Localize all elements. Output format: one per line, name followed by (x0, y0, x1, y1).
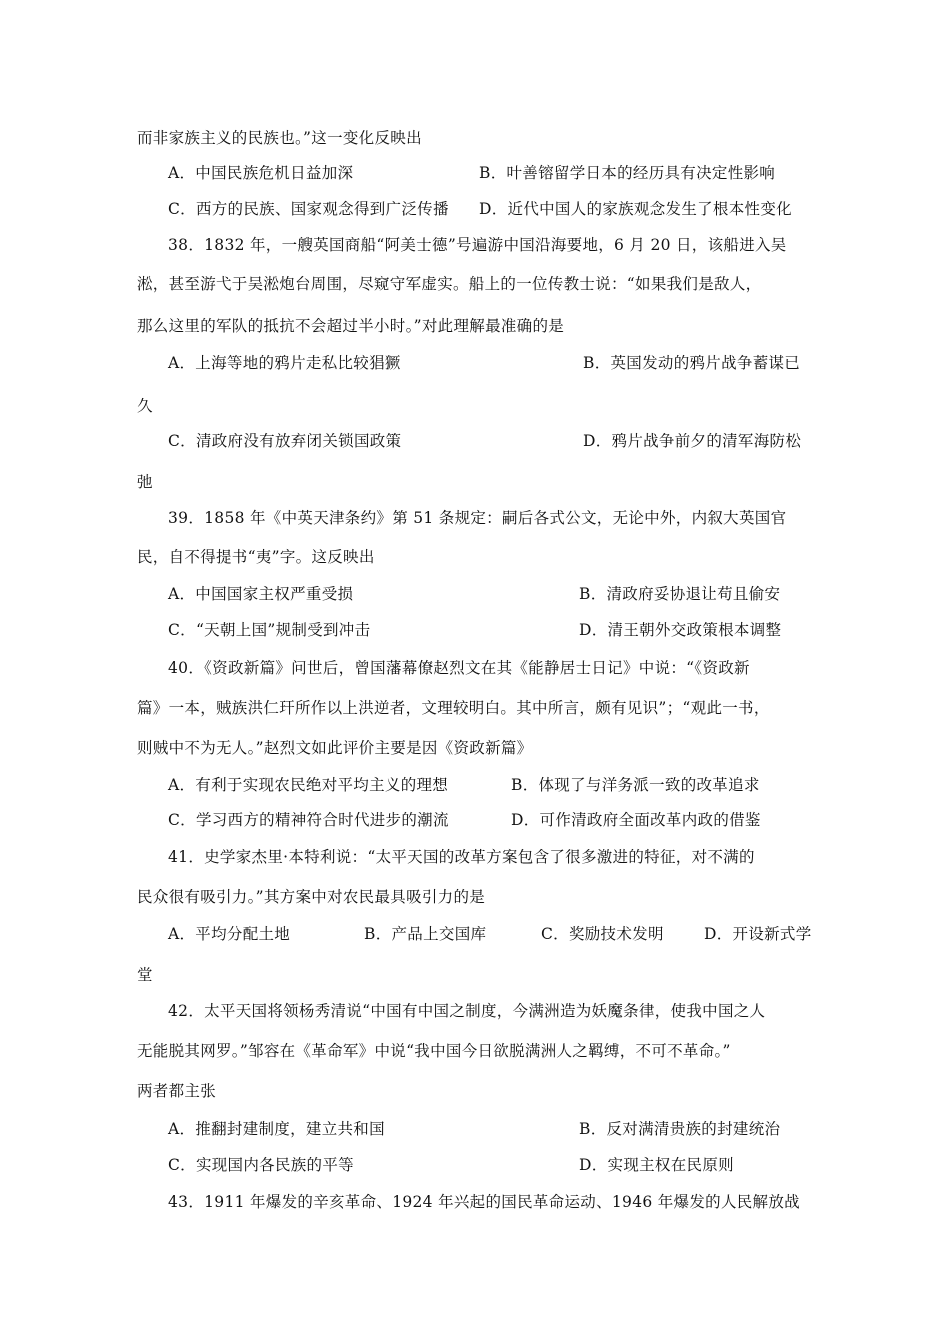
q39-option-b: B．清政府妥协退让苟且偷安 (579, 585, 781, 603)
q38-option-c: C．清政府没有放弃闭关锁国政策 (168, 432, 402, 450)
q40-stem-line-3: 则贼中不为无人。”赵烈文如此评价主要是因《资政新篇》 (137, 739, 533, 757)
q42-option-c: C．实现国内各民族的平等 (168, 1156, 354, 1174)
q38-option-a: A．上海等地的鸦片走私比较猖獗 (168, 354, 401, 372)
q40-option-d: D．可作清政府全面改革内政的借鉴 (511, 811, 761, 829)
q40-option-c: C．学习西方的精神符合时代进步的潮流 (168, 811, 449, 829)
q41-option-a: A．平均分配土地 (168, 925, 291, 943)
q42-option-a: A．推翻封建制度，建立共和国 (168, 1120, 385, 1138)
q41-option-b: B．产品上交国库 (364, 925, 487, 943)
q38-stem-line-3: 那么这里的军队的抵抗不会超过半小时。”对此理解最准确的是 (137, 317, 565, 335)
q38-option-d: D．鸦片战争前夕的清军海防松 (583, 432, 802, 450)
q42-option-d: D．实现主权在民原则 (579, 1156, 734, 1174)
q37-option-d: D．近代中国人的家族观念发生了根本性变化 (479, 200, 792, 218)
q38-stem-line-1: 38．1832 年，一艘英国商船“阿美士德”号遍游中国沿海要地，6 月 20 日，该船进入吴 (168, 236, 787, 254)
q42-option-b: B．反对满清贵族的封建统治 (579, 1120, 781, 1138)
q42-stem-line-2: 无能脱其网罗。”邹容在《革命军》中说“我中国今日欲脱满洲人之羁缚，不可不革命。” (137, 1042, 731, 1060)
q40-option-b: B．体现了与洋务派一致的改革追求 (511, 776, 760, 794)
q43-stem-line-1: 43．1911 年爆发的辛亥革命、1924 年兴起的国民革命运动、1946 年爆发的人民解放战 (168, 1193, 800, 1211)
q38-option-d-wrap: 弛 (137, 473, 153, 491)
q41-option-d-wrap: 堂 (137, 966, 153, 984)
q42-stem-line-3: 两者都主张 (137, 1082, 217, 1100)
q38-stem-line-2: 淞，甚至游弋于吴淞炮台周围，尽窥守军虚实。船上的一位传教士说：“如果我们是敌人， (137, 275, 762, 293)
q41-option-c: C．奖励技术发明 (541, 925, 664, 943)
q40-stem-line-2: 篇》一本，贼族洪仁玕所作以上洪逆者，文理较明白。其中所言，颇有见识”；“观此一书， (137, 699, 770, 717)
q40-stem-line-1: 40．《资政新篇》问世后，曾国藩幕僚赵烈文在其《能静居士日记》中说：“《资政新 (168, 659, 750, 677)
q39-stem-line-2: 民，自不得提书“夷”字。这反映出 (137, 548, 375, 566)
q37-option-a: A．中国民族危机日益加深 (168, 164, 354, 182)
q39-option-d: D．清王朝外交政策根本调整 (579, 621, 782, 639)
q39-option-c: C．“天朝上国”规制受到冲击 (168, 621, 371, 639)
q41-option-d: D．开设新式学 (704, 925, 812, 943)
q37-option-b: B．叶善镕留学日本的经历具有决定性影响 (479, 164, 776, 182)
q39-option-a: A．中国国家主权严重受损 (168, 585, 354, 603)
q38-option-b: B．英国发动的鸦片战争蓄谋已 (583, 354, 801, 372)
q39-stem-line-1: 39．1858 年《中英天津条约》第 51 条规定：嗣后各式公文，无论中外，内叙大英国官 (168, 509, 787, 527)
q38-option-b-wrap: 久 (137, 397, 153, 415)
q40-option-a: A．有利于实现农民绝对平均主义的理想 (168, 776, 449, 794)
q42-stem-line-1: 42．太平天国将领杨秀清说“中国有中国之制度，今满洲造为妖魔条律，使我中国之人 (168, 1002, 766, 1020)
q41-stem-line-1: 41．史学家杰里·本特利说：“太平天国的改革方案包含了很多激进的特征，对不满的 (168, 848, 755, 866)
q37-stem-tail: 而非家族主义的民族也。”这一变化反映出 (137, 129, 422, 147)
q41-stem-line-2: 民众很有吸引力。”其方案中对农民最具吸引力的是 (137, 888, 486, 906)
q37-option-c: C．西方的民族、国家观念得到广泛传播 (168, 200, 449, 218)
